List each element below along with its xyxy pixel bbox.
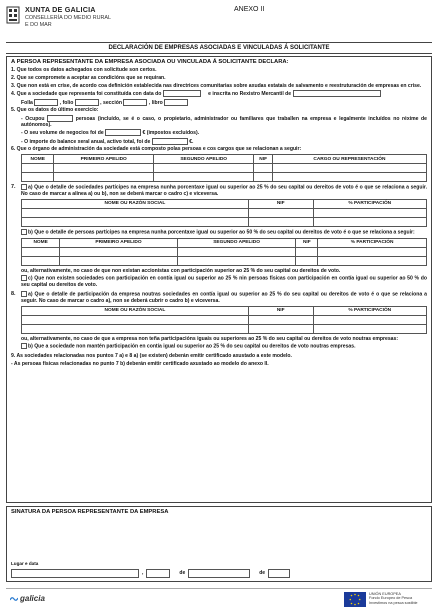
- table-cell[interactable]: [313, 218, 426, 227]
- turnover-note: € (impostos excluídos).: [142, 130, 200, 137]
- item-8a: [11, 291, 427, 304]
- eu-text: [369, 592, 418, 605]
- item-3: 3. Que non está en crise, de acordo coa definición establecida nas directrices comunitarias sobre axudas estatais de salvamento e reestruturación de empresas en crise.: [11, 82, 422, 89]
- col-header: CARGO OU REPRESENTACIÓN: [272, 155, 426, 164]
- item-8b: [11, 343, 427, 350]
- item-4-text-b: e inscrita no Rexistro Mercantil de: [208, 91, 292, 98]
- table-cell[interactable]: [313, 324, 426, 333]
- persons-table-7b: [21, 238, 427, 266]
- annex-label: ANEXO II: [234, 6, 265, 13]
- table-cell[interactable]: [177, 256, 296, 265]
- table-cell[interactable]: [296, 247, 318, 256]
- table-row: [22, 247, 427, 256]
- day-input[interactable]: [146, 569, 170, 578]
- table-row: [22, 209, 427, 218]
- seccion-label: , sección: [100, 99, 122, 106]
- item-7a: [11, 184, 427, 197]
- col-header: NOME OU RAZÓN SOCIAL: [22, 306, 249, 315]
- item-9: 9. As sociedades relacionadas nos puntos 7 a) e 8 a) (se existen) deberán emitir certificado axustado a este modelo.: [11, 352, 292, 359]
- item-8a-text: a) Que o detalle de participación da empresa noutras sociedades en contía igual ou superior ao 25 % do seu capital ou dereitos de voto é o que se relaciona a seguir. No caso de marcar o cadro a), non se deberá cubrir o cadro b) e viceversa.: [21, 291, 427, 304]
- declaration-heading: A PERSOA REPRESENTANTE DA EMPRESA ASOCIADA OU VINCULADA Á SOLICITANTE DECLARA:: [11, 59, 289, 65]
- place-date-row: [11, 569, 290, 578]
- societies-table-header: [22, 306, 427, 315]
- table-cell[interactable]: [22, 324, 249, 333]
- col-header: NOME OU RAZÓN SOCIAL: [22, 200, 249, 209]
- checkbox-7c[interactable]: [21, 275, 27, 281]
- table-cell[interactable]: [22, 173, 54, 182]
- table-cell[interactable]: [22, 218, 249, 227]
- table-row: [22, 218, 427, 227]
- turnover-label: - O seu volume de negocios foi de: [21, 130, 104, 137]
- table-cell[interactable]: [60, 247, 177, 256]
- month-input[interactable]: [188, 569, 250, 578]
- table-cell[interactable]: [248, 315, 313, 324]
- item-5: 5. Que os datos do último exercicio:: [11, 107, 99, 114]
- table-cell[interactable]: [296, 256, 318, 265]
- signature-title: SINATURA DA PERSOA REPRESENTANTE DA EMPRESA: [11, 509, 169, 515]
- item-7-alternative: ou, alternativamente, no caso de que non existan accionistas con participación superior ao 25 % do seu capital ou dereitos de voto.: [21, 267, 341, 274]
- item-7c: [11, 275, 427, 288]
- employees-input[interactable]: [47, 115, 73, 122]
- table-cell[interactable]: [248, 324, 313, 333]
- col-header: NIF: [248, 200, 313, 209]
- checkbox-8b[interactable]: [21, 343, 27, 349]
- balance-label: - O importe do balance xeral anual, activo total, foi de: [21, 138, 151, 145]
- place-date-label: Lugar e data: [11, 561, 39, 566]
- folio-input[interactable]: [75, 99, 99, 106]
- eu-line-2: Fondo Europeo de Pesca: [369, 596, 413, 601]
- persons-table-header: [22, 238, 427, 247]
- col-header: NIF: [296, 238, 318, 247]
- item-2: 2. Que se compromete a aceptar as condicións que se requiran.: [11, 75, 166, 82]
- item-8a-body: [21, 291, 427, 304]
- folla-input[interactable]: [34, 99, 58, 106]
- table-cell[interactable]: [272, 164, 426, 173]
- table-cell[interactable]: [313, 315, 426, 324]
- table-cell[interactable]: [22, 256, 60, 265]
- xunta-emblem-icon: [6, 6, 20, 24]
- de-label-2: de: [259, 570, 266, 577]
- admin-table-header: [22, 155, 427, 164]
- table-cell[interactable]: [248, 209, 313, 218]
- table-cell[interactable]: [272, 173, 426, 182]
- table-row: [22, 315, 427, 324]
- table-row: [22, 173, 427, 182]
- table-cell[interactable]: [54, 164, 153, 173]
- table-cell[interactable]: [254, 173, 272, 182]
- table-row: [22, 164, 427, 173]
- item-8b-body: [21, 343, 427, 350]
- eu-line-3: Investimos na pesca sostible: [369, 600, 418, 605]
- col-header: % PARTICIPACIÓN: [313, 200, 426, 209]
- table-cell[interactable]: [22, 247, 60, 256]
- item-7b-body: [21, 229, 427, 236]
- item-7c-text: c) Que non existen sociedades con participación en contía igual ou superior ao 25 % nin persoas físicas con participación en contía igual ou superior ao 50 % do seu capital ou dereitos de voto.: [21, 275, 427, 288]
- de-label-1: de: [179, 570, 186, 577]
- col-header: SEGUNDO APELIDO: [153, 155, 254, 164]
- table-row: [22, 256, 427, 265]
- col-header: % PARTICIPACIÓN: [318, 238, 427, 247]
- balance-note: €.: [189, 138, 194, 145]
- comma-label: ,: [142, 570, 144, 577]
- turnover-input[interactable]: [105, 129, 141, 136]
- document-title: DECLARACIÓN DE EMPRESAS ASOCIADAS E VINCULADAS Á SOLICITANTE: [6, 42, 432, 54]
- table-cell[interactable]: [313, 209, 426, 218]
- galicia-wave-icon: [10, 595, 18, 603]
- col-header: PRIMEIRO APELIDO: [60, 238, 177, 247]
- table-cell[interactable]: [248, 218, 313, 227]
- col-header: NOME: [22, 238, 60, 247]
- checkbox-8a[interactable]: [21, 291, 27, 297]
- table-cell[interactable]: [153, 164, 254, 173]
- page-footer: [6, 588, 432, 612]
- table-cell[interactable]: [318, 256, 427, 265]
- employees-note: persoas (incluído, se é o caso, o propietario, administrador ou familiares que traballen na empresa e legalmente incluídos no réxime de autónomos).: [21, 115, 427, 128]
- table-cell[interactable]: [177, 247, 296, 256]
- page-header: [6, 4, 432, 34]
- table-cell[interactable]: [22, 164, 54, 173]
- item-9b: - As persoas físicas relacionadas no punto 7 b) deberán emitir certificado axustado ao modelo do anexo II.: [11, 360, 269, 367]
- galicia-logo: [10, 594, 45, 604]
- item-8-number: 8.: [11, 291, 16, 298]
- item-7-number: 7.: [11, 184, 16, 191]
- table-cell[interactable]: [318, 247, 427, 256]
- logo-title: XUNTA DE GALICIA: [25, 5, 96, 14]
- signature-section: [6, 506, 432, 582]
- col-header: % PARTICIPACIÓN: [313, 306, 426, 315]
- place-input[interactable]: [11, 569, 139, 578]
- item-5-balance: [11, 138, 427, 145]
- table-row: [22, 324, 427, 333]
- year-input[interactable]: [268, 569, 290, 578]
- declaration-section: [6, 56, 432, 503]
- table-cell[interactable]: [254, 164, 272, 173]
- seccion-input[interactable]: [123, 99, 147, 106]
- item-6: 6. Que o órgano de administración da sociedade está composto polas persoas e cos cargos que se relacionan a seguir:: [11, 146, 302, 153]
- logo-subtitle-2: E DO MAR: [25, 21, 52, 28]
- col-header: NIF: [254, 155, 272, 164]
- societies-table-header: [22, 200, 427, 209]
- item-4: [11, 90, 427, 97]
- employees-label: - Ocupou: [21, 115, 45, 122]
- col-header: NIF: [248, 306, 313, 315]
- item-8-alternative: ou, alternativamente, no caso de que a empresa non teña participacións iguais ou superiores ao 25 % do seu capital ou dereitos de voto noutras empresas:: [21, 335, 399, 342]
- admin-table: [21, 154, 427, 182]
- societies-table-7a: [21, 199, 427, 227]
- col-header: SEGUNDO APELIDO: [177, 238, 296, 247]
- checkbox-7b[interactable]: [21, 229, 27, 235]
- item-8b-text: b) Que a sociedade non mantén participación en contía igual ou superior ao 25 % do seu capital ou dereitos de voto noutras empresas.: [28, 343, 356, 350]
- xunta-logo: [25, 6, 111, 29]
- table-cell[interactable]: [153, 173, 254, 182]
- item-7b: [11, 229, 427, 236]
- item-7a-text: a) Que o detalle de sociedades partícipes na empresa nunha porcentaxe igual ou superior ao 25 % do seu capital ou dereitos de voto é o que se relaciona a seguir. No caso de marcar a alínea a) ou b), non se deberá marcar o cadro c) e viceversa.: [21, 184, 427, 197]
- item-4-text-a: 4. Que a sociedade que representa foi constituída con data do: [11, 91, 162, 98]
- societies-table-8a: [21, 306, 427, 334]
- table-cell[interactable]: [54, 173, 153, 182]
- libro-input[interactable]: [164, 99, 188, 106]
- item-4-registry: [11, 99, 427, 106]
- col-header: NOME: [22, 155, 54, 164]
- table-cell[interactable]: [22, 315, 249, 324]
- col-header: PRIMEIRO APELIDO: [54, 155, 153, 164]
- balance-input[interactable]: [152, 138, 188, 145]
- item-7b-text: b) Que o detalle de persoas partícipes na empresa nunha porcentaxe igual ou superior ao 50 % do seu capital ou dereitos de voto é o que se relaciona a seguir:: [28, 229, 415, 236]
- folio-label: , folio: [59, 99, 74, 106]
- registry-input[interactable]: [293, 90, 381, 97]
- eu-flag-icon: [344, 592, 366, 607]
- checkbox-7a[interactable]: [21, 184, 27, 190]
- logo-subtitle-1: CONSELLERÍA DO MEDIO RURAL: [25, 14, 111, 21]
- item-5-turnover: [11, 129, 427, 136]
- item-7a-body: [21, 184, 427, 197]
- item-7c-body: [21, 275, 427, 288]
- table-cell[interactable]: [60, 256, 177, 265]
- table-cell[interactable]: [22, 209, 249, 218]
- folla-label: Folla: [21, 99, 33, 106]
- libro-label: , libro: [148, 99, 163, 106]
- item-5-employees: [11, 115, 427, 128]
- eu-line-1: UNIÓN EUROPEA: [369, 592, 401, 596]
- item-1: 1. Que todos os datos achegados con solicitude son certos.: [11, 67, 157, 74]
- galicia-text: galicia: [20, 594, 45, 603]
- constitution-date-input[interactable]: [163, 90, 201, 97]
